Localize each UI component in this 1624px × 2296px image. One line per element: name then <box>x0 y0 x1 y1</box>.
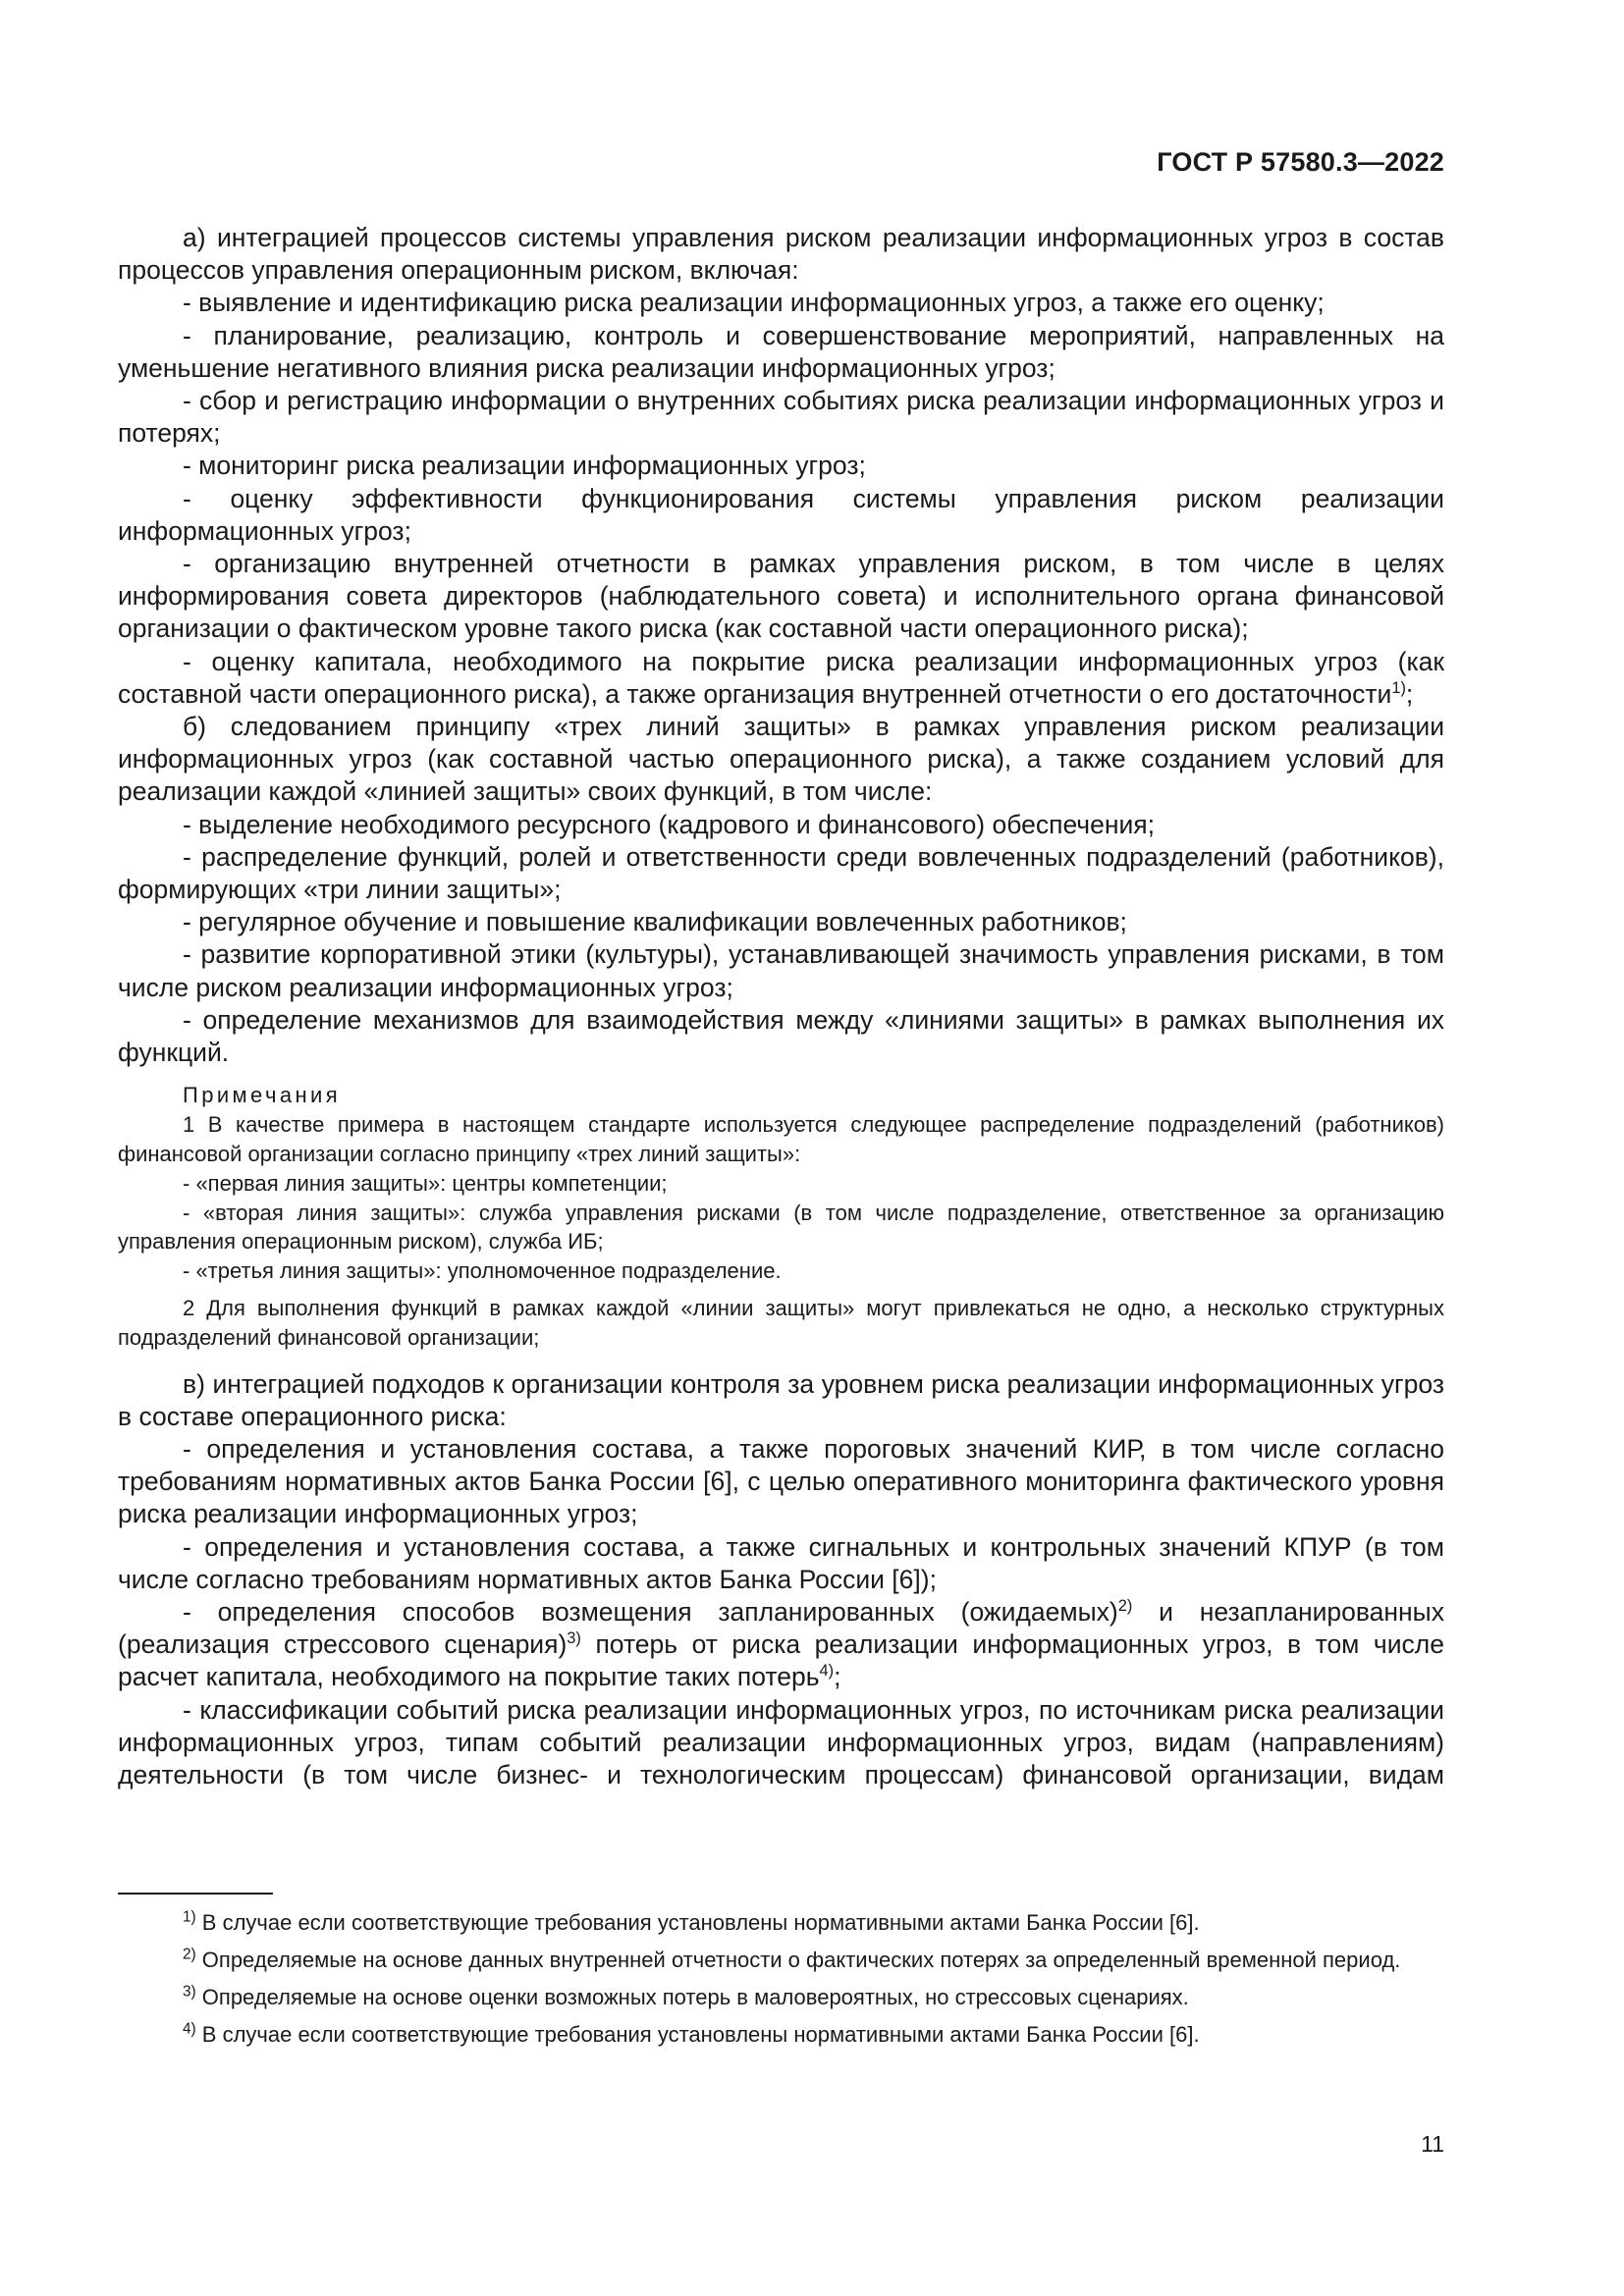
footnote-mark: 3) <box>183 1983 196 2001</box>
footnote-mark: 2) <box>183 1946 196 1963</box>
footnote-text: Определяемые на основе данных внутренней отчетности о фактических потерях за определенный временной период. <box>195 1948 1401 1972</box>
footnote <box>118 1908 1444 1938</box>
footnote <box>118 1946 1444 1975</box>
page-number: 11 <box>1421 2131 1444 2157</box>
list-item: - классификации событий риска реализации информационных угроз, по источникам риска реализации информационных угроз, типам событий реализации информационных угроз, видам (направлениям) деятельности (в том числе бизнес- и технологическим процессам) финансовой организации, видам <box>118 1694 1444 1790</box>
list-item: - выявление и идентификацию риска реализации информационных угроз, а также его оценку; <box>183 288 1325 318</box>
list-item: - мониторинг риска реализации информационных угроз; <box>183 451 866 481</box>
footnote-ref: 1) <box>1391 679 1406 698</box>
footnote-text: В случае если соответствующие требования установлены нормативными актами Банка России [6]. <box>195 2022 1200 2047</box>
footnotes <box>118 1908 1444 2057</box>
note-list-item: - «вторая линия защиты»: служба управления рисками (в том числе подразделение, ответственное за организацию управления операционным риском), служба ИБ; <box>118 1200 1444 1255</box>
list-item: - определения и установления состава, а также пороговых значений КИР, в том числе согласно требованиям нормативных актов Банка России [6], с целью оперативного мониторинга фактического уровня риска реализации информационных угроз; <box>118 1434 1444 1529</box>
document-body <box>118 222 1444 1791</box>
footnote-mark: 4) <box>183 2020 196 2038</box>
list-item: - организацию внутренней отчетности в рамках управления риском, в том числе в целях информирования совета директоров (наблюдательного совета) и исполнительного органа финансовой организации о фактическом уровне такого риска (как составной части операционного риска); <box>118 549 1444 644</box>
list-item: - определения и установления состава, а также сигнальных и контрольных значений КПУР (в том числе согласно требованиям нормативных актов Банка России [6]); <box>118 1531 1444 1594</box>
note-1: 1 В качестве примера в настоящем стандарте используется следующее распределение подразделений (работников) финансовой организации согласно принципу «трех линий защиты»: <box>118 1112 1444 1167</box>
list-item: - определение механизмов для взаимодействия между «линиями защиты» в рамках выполнения их функций. <box>118 1004 1444 1068</box>
list-item-text: и незапланированных (реализация стрессового сценария) <box>118 1597 1444 1660</box>
notes-title: Примечания <box>183 1083 342 1108</box>
list-item: - оценку эффективности функционирования системы управления риском реализации информационных угроз; <box>118 483 1444 546</box>
paragraph-b: б) следованием принципу «трех линий защиты» в рамках управления риском реализации информационных угроз (как составной частью операционного риска), а также созданием условий для реализации каждой «линией защиты» своих функций, в том числе: <box>118 712 1444 807</box>
footnote-ref: 4) <box>819 1662 835 1681</box>
list-item: - сбор и регистрацию информации о внутренних событиях риска реализации информационных угроз и потерях; <box>118 386 1444 449</box>
list-item: - распределение функций, ролей и ответственности среди вовлеченных подразделений (работников), формирующих «три линии защиты»; <box>118 841 1444 905</box>
paragraph-v: в) интеграцией подходов к организации контроля за уровнем риска реализации информационных угроз в составе операционного риска: <box>118 1368 1444 1431</box>
footnote-ref: 2) <box>1117 1597 1133 1616</box>
list-item: - планирование, реализацию, контроль и совершенствование мероприятий, направленных на уменьшение негативного влияния риска реализации информационных угроз; <box>118 320 1444 383</box>
punctuation: ; <box>1405 678 1414 709</box>
list-item: - выделение необходимого ресурсного (кадрового и финансового) обеспечения; <box>183 809 1155 839</box>
footnote-text: В случае если соответствующие требования установлены нормативными актами Банка России [6]. <box>195 1910 1200 1935</box>
note-list-item: - «третья линия защиты»: уполномоченное подразделение. <box>183 1258 782 1284</box>
footnote <box>118 2020 1444 2050</box>
footnote <box>118 1983 1444 2012</box>
paragraph-a: а) интеграцией процессов системы управления риском реализации информационных угроз в состав процессов управления операционным риском, включая: <box>118 223 1444 286</box>
note-2: 2 Для выполнения функций в рамках каждой «линии защиты» могут привлекаться не одно, а несколько структурных подразделений финансовой организации; <box>118 1296 1444 1350</box>
footnote-ref: 3) <box>567 1629 581 1648</box>
list-item <box>118 646 1444 711</box>
list-item <box>118 1596 1444 1694</box>
note-list-item: - «первая линия защиты»: центры компетенции; <box>183 1170 668 1196</box>
list-item-text: - определения способов возмещения запланированных (ожидаемых) <box>183 1597 1118 1628</box>
footnote-mark: 1) <box>183 1908 196 1926</box>
footnote-text: Определяемые на основе оценки возможных потерь в маловероятных, но стрессовых сценариях. <box>195 1985 1189 2009</box>
list-item: - развитие корпоративной этики (культуры), устанавливающей значимость управления рисками, в том числе риском реализации информационных угроз; <box>118 939 1444 1002</box>
footnote-divider <box>118 1893 273 1895</box>
list-item: - регулярное обучение и повышение квалификации вовлеченных работников; <box>183 907 1127 937</box>
list-item-text: потерь от риска реализации информационных угроз, в том числе расчет капитала, необходимого на покрытие таких потерь <box>118 1629 1444 1692</box>
list-item-text: - оценку капитала, необходимого на покрытие риска реализации информационных угроз (как составной части операционного риска), а также организация внутренней отчетности о его достаточности <box>118 646 1444 709</box>
document-header: ГОСТ Р 57580.3—2022 <box>1157 147 1444 177</box>
punctuation: ; <box>834 1662 841 1692</box>
